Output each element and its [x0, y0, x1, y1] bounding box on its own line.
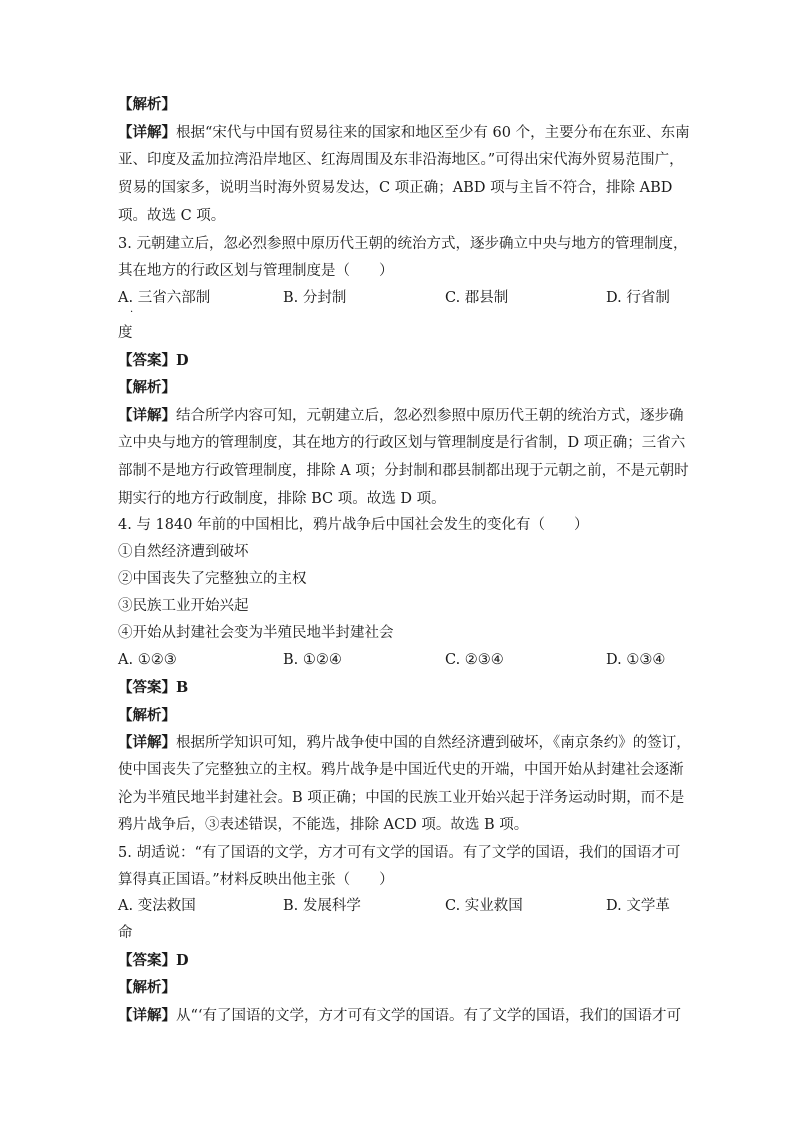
option-b: B. 发展科学: [283, 898, 361, 914]
detail-text: 结合所学内容可知，元朝建立后，忽必烈参照中原历代王朝的统治方式，逐步确: [176, 408, 684, 424]
option-c: C. ②③④: [445, 652, 504, 668]
detail-tag: 【详解】: [118, 734, 176, 751]
question-4-item: ①自然经济遭到破坏: [118, 544, 249, 560]
detail-paragraph-line: 项。故选 C 项。: [118, 208, 226, 224]
question-5-options: [118, 893, 678, 920]
question-5-stem: 5. 胡适说：“有了国语的文学，方才可有文学的国语。有了文学的国语，我们的国语才可: [118, 845, 681, 861]
analysis-heading: 【解析】: [118, 979, 176, 996]
option-a: A. 变法救国: [118, 898, 196, 914]
stray-dot-mark: ·: [130, 307, 134, 318]
question-3-stem: 其在地方的行政区划与管理制度是（ ）: [118, 263, 394, 279]
option-d: D. 行省制: [606, 290, 670, 306]
detail-tag: 【详解】: [118, 407, 176, 424]
detail-paragraph-line: 沦为半殖民地半封建社会。B 项正确；中国的民族工业开始兴起于洋务运动时期，而不是: [118, 790, 685, 806]
question-4-stem: 4. 与 1840 年前的中国相比，鸦片战争后中国社会发生的变化有（ ）: [118, 517, 589, 533]
question-3-stem: 3. 元朝建立后，忽必烈参照中原历代王朝的统治方式，逐步确立中央与地方的管理制度，: [118, 236, 688, 252]
option-c: C. 郡县制: [445, 290, 509, 306]
answer-line: 【答案】D: [118, 952, 189, 969]
detail-text: 从“‘有了国语的文学，方才可有文学的国语。有了文学的国语，我们的国语才可: [176, 1008, 682, 1024]
analysis-heading: 【解析】: [118, 96, 176, 113]
option-b: B. 分封制: [283, 290, 347, 306]
option-d: D. ①③④: [606, 652, 666, 668]
detail-paragraph-line: [118, 729, 691, 756]
detail-text: 根据“宋代与中国有贸易往来的国家和地区至少有 60 个，主要分布在东亚、东南: [176, 125, 690, 141]
question-4-item: ④开始从封建社会变为半殖民地半封建社会: [118, 625, 394, 641]
detail-paragraph-line: [118, 1002, 682, 1029]
detail-tag: 【详解】: [118, 1007, 176, 1024]
option-a: A. 三省六部制: [118, 290, 211, 306]
question-5-stem: 算得真正国语。”材料反映出他主张（ ）: [118, 872, 394, 888]
detail-paragraph-line: 期实行的地方行政制度，排除 BC 项。故选 D 项。: [118, 491, 446, 507]
option-c: C. 实业救国: [445, 898, 523, 914]
answer-line: 【答案】B: [118, 679, 189, 696]
detail-paragraph-line: 贸易的国家多，说明当时海外贸易发达，C 项正确；ABD 项与主旨不符合，排除 ABD: [118, 180, 673, 196]
detail-paragraph-line: 使中国丧失了完整独立的主权。鸦片战争是中国近代史的开端，中国开始从封建社会逐渐: [118, 762, 684, 778]
detail-paragraph-line: 亚、印度及孟加拉湾沿岸地区、红海周围及东非沿海地区。”可得出宋代海外贸易范围广，: [118, 152, 684, 168]
detail-paragraph-line: [118, 402, 684, 429]
question-3-options: [118, 285, 678, 312]
detail-paragraph-line: 鸦片战争后，③表述错误，不能选，排除 ACD 项。故选 B 项。: [118, 817, 529, 833]
detail-paragraph-line: [118, 119, 690, 146]
analysis-heading: 【解析】: [118, 707, 176, 724]
detail-tag: 【详解】: [118, 124, 176, 141]
option-a: A. ①②③: [118, 652, 177, 668]
question-4-item: ③民族工业开始兴起: [118, 598, 249, 614]
analysis-heading: 【解析】: [118, 379, 176, 396]
detail-text: 根据所学知识可知，鸦片战争使中国的自然经济遭到破坏，《南京条约》的签订，: [176, 735, 691, 751]
option-wrap-text: 度: [118, 325, 133, 341]
option-d: D. 文学革: [606, 898, 670, 914]
answer-line: 【答案】D: [118, 352, 189, 369]
option-wrap-text: 命: [118, 925, 133, 941]
option-b: B. ①②④: [283, 652, 342, 668]
question-4-item: ②中国丧失了完整独立的主权: [118, 571, 307, 587]
detail-paragraph-line: 立中央与地方的管理制度，其在地方的行政区划与管理制度是行省制，D 项正确；三省六: [118, 435, 686, 451]
question-4-options: [118, 647, 678, 674]
detail-paragraph-line: 部制不是地方行政管理制度，排除 A 项；分封制和郡县制都出现于元朝之前，不是元朝时: [118, 463, 689, 479]
